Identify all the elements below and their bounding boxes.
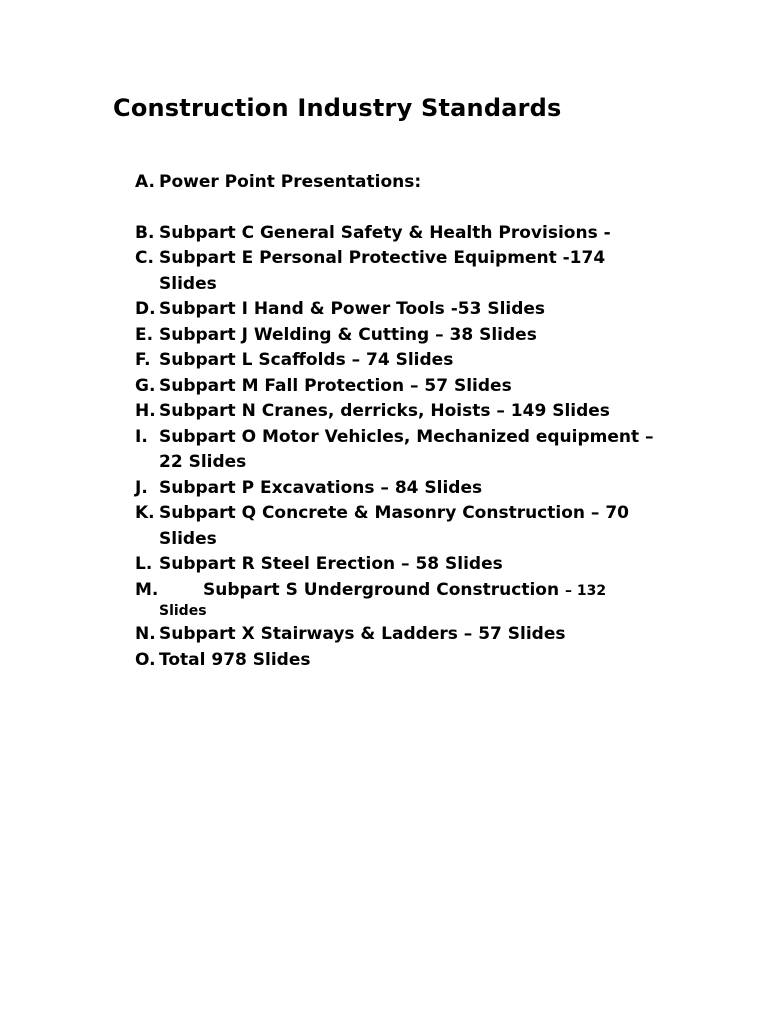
list-item	[135, 221, 655, 247]
list-item-text: Subpart X Stairways & Ladders – 57 Slides	[159, 624, 566, 644]
list-item-text: Subpart C General Safety & Health Provisions -	[159, 222, 611, 243]
list-item	[135, 323, 655, 349]
list-item	[135, 648, 655, 674]
list-item-text: Subpart L Scaffolds – 74 Slides	[159, 350, 454, 370]
list-item	[135, 246, 655, 297]
list-marker: B.	[135, 222, 155, 243]
list-item	[135, 170, 655, 196]
list-item-main-text: Subpart S Underground Construction	[203, 579, 560, 600]
list-item	[135, 374, 655, 400]
list-item	[135, 552, 655, 578]
list-marker: A.	[135, 172, 155, 192]
page-title: Construction Industry Standards	[113, 94, 562, 122]
list-item	[135, 476, 655, 502]
list-item	[135, 297, 655, 323]
list-marker: G.	[135, 375, 156, 396]
list-item	[135, 348, 655, 374]
list-item-text: Subpart R Steel Erection – 58 Slides	[159, 554, 503, 574]
list-marker: J.	[135, 477, 148, 498]
list-marker: E.	[135, 324, 154, 345]
list-item-text: Subpart O Motor Vehicles, Mechanized equipment – 22 Slides	[159, 426, 654, 472]
list-item-text	[203, 578, 655, 605]
list-marker: K.	[135, 503, 155, 523]
list-item	[135, 578, 655, 605]
list-item-text: Subpart N Cranes, derricks, Hoists – 149 Slides	[159, 401, 610, 421]
list-item	[135, 622, 655, 648]
list-item-text: Subpart I Hand & Power Tools -53 Slides	[159, 299, 546, 319]
list-marker: O.	[135, 649, 156, 670]
list-marker: D.	[135, 299, 156, 319]
list-item-text: Power Point Presentations:	[159, 172, 422, 192]
list-item-text: Subpart E Personal Protective Equipment -174 Slides	[159, 248, 606, 294]
list-item-text: Subpart Q Concrete & Masonry Construction – 70 Slides	[159, 503, 629, 549]
list-item-continuation: Slides	[159, 603, 207, 619]
list-marker: C.	[135, 248, 154, 268]
list-item	[135, 425, 655, 476]
list-item	[135, 501, 655, 552]
list-item-text: Total 978 Slides	[159, 649, 311, 670]
list-marker: H.	[135, 401, 156, 421]
list-item-count-text: – 132	[564, 582, 607, 599]
list-marker: N.	[135, 624, 156, 644]
list-item-text: Subpart J Welding & Cutting – 38 Slides	[159, 324, 537, 345]
list-marker: F.	[135, 350, 151, 370]
list-item-text: Subpart M Fall Protection – 57 Slides	[159, 375, 512, 396]
list-marker: M.	[135, 579, 159, 600]
list-item	[135, 399, 655, 425]
slide-list	[135, 170, 655, 673]
list-marker: L.	[135, 554, 153, 574]
list-marker: I.	[135, 426, 148, 447]
list-item-text: Subpart P Excavations – 84 Slides	[159, 477, 483, 498]
